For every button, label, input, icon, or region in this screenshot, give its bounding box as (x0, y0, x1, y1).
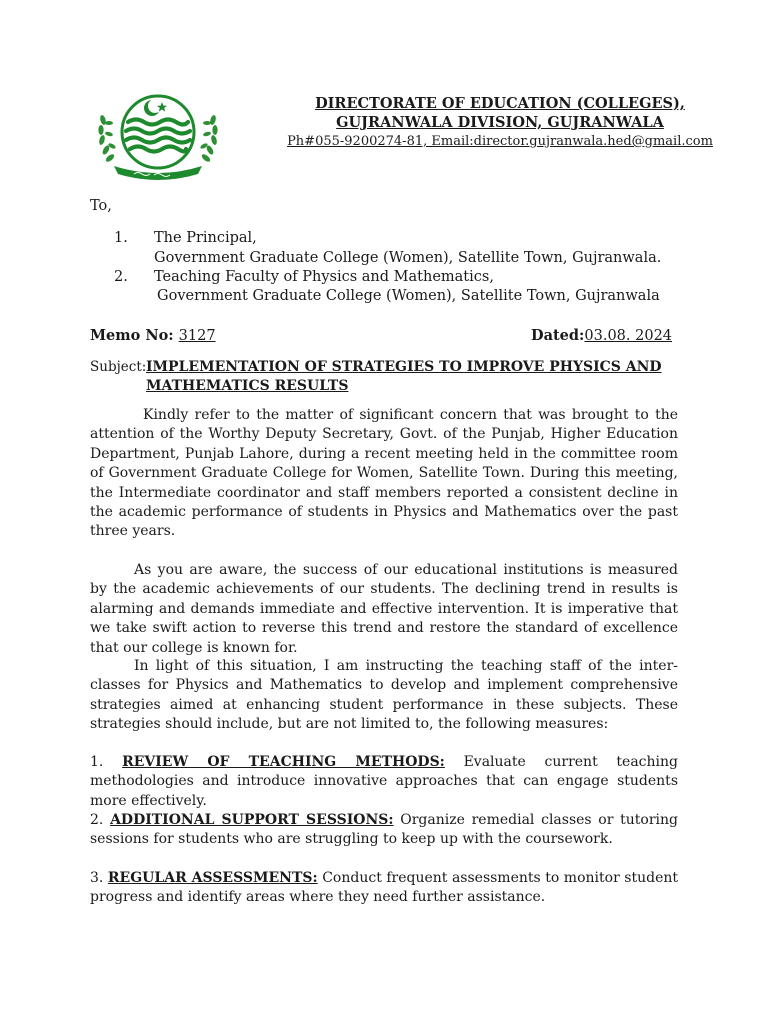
subject-label: Subject: (90, 359, 147, 375)
memo-value: 3127 (178, 328, 216, 344)
memo-date (531, 327, 672, 344)
dated-label: Dated: (531, 327, 585, 344)
recipient-2-institution: Government Graduate College (Women), Satellite Town, Gujranwala (157, 288, 660, 304)
measure-2 (90, 811, 678, 850)
subject-line-1: IMPLEMENTATION OF STRATEGIES TO IMPROVE PHYSICS AND (146, 359, 662, 375)
measure-1-title: REVIEW OF TEACHING METHODS: (122, 754, 445, 770)
measure-3 (90, 869, 678, 908)
body-paragraph-3: In light of this situation, I am instructing the teaching staff of the inter-classes for Physics and Mathematics to develop and implement comprehensive strategies aimed at enhancing student performance in these subjects. These strategies should include, but are not limited to, the following measures: (90, 658, 678, 733)
memo-label: Memo No: (90, 327, 179, 344)
to-label: To, (90, 198, 112, 214)
measure-3-number: 3. (90, 870, 108, 886)
recipient-2-number: 2. (114, 269, 128, 285)
measure-3-title: REGULAR ASSESSMENTS: (107, 870, 318, 886)
measure-2-title: ADDITIONAL SUPPORT SESSIONS: (110, 812, 394, 828)
body-paragraph-1: Kindly refer to the matter of significant concern that was brought to the attention of the Worthy Deputy Secretary, Govt. of the Punjab, Higher Education Department, Punjab Lahore, during a recent meeting held in the committee room of Government Graduate College for Women, Satellite Town. During this meeting, the Intermediate coordinator and staff members reported a consistent decline in the academic performance of students in Physics and Mathematics over the past three years. (90, 407, 678, 540)
date-value: 03.08. 2024 (584, 328, 673, 344)
recipient-2-title: Teaching Faculty of Physics and Mathematics, (154, 269, 494, 285)
recipient-1-institution: Government Graduate College (Women), Satellite Town, Gujranwala. (154, 250, 662, 266)
directorate-title: DIRECTORATE OF EDUCATION (COLLEGES), (315, 95, 685, 112)
memo-number (90, 327, 216, 344)
measure-1-number: 1. (90, 754, 123, 770)
measure-2-text: Organize remedial classes or tutoring sessions for students who are struggling to keep up with the coursework. (90, 812, 678, 848)
subject-text (146, 358, 662, 396)
measure-2-number: 2. (90, 812, 111, 828)
recipient-1-number: 1. (114, 230, 128, 246)
subject-line-2: MATHEMATICS RESULTS (146, 378, 349, 394)
punjab-government-emblem-icon (90, 88, 226, 184)
measure-1-text: Evaluate current teaching methodologies and introduce innovative approaches that can engage students more effectively. (90, 754, 678, 809)
body-paragraph-2: As you are aware, the success of our educational institutions is measured by the academic achievements of our students. The declining trend in results is alarming and demands immediate and effective intervention. It is imperative that we take swift action to reverse this trend and restore the standard of excellence that our college is known for. (90, 562, 678, 656)
recipient-1-title: The Principal, (154, 230, 257, 246)
measure-1 (90, 753, 678, 811)
measure-3-text: Conduct frequent assessments to monitor student progress and identify areas where they need further assistance. (90, 870, 678, 906)
contact-info: Ph#055-9200274-81, Email:director.gujranwala.hed@gmail.com (287, 134, 713, 149)
division-title: GUJRANWALA DIVISION, GUJRANWALA (336, 114, 664, 131)
letterhead (280, 94, 720, 151)
